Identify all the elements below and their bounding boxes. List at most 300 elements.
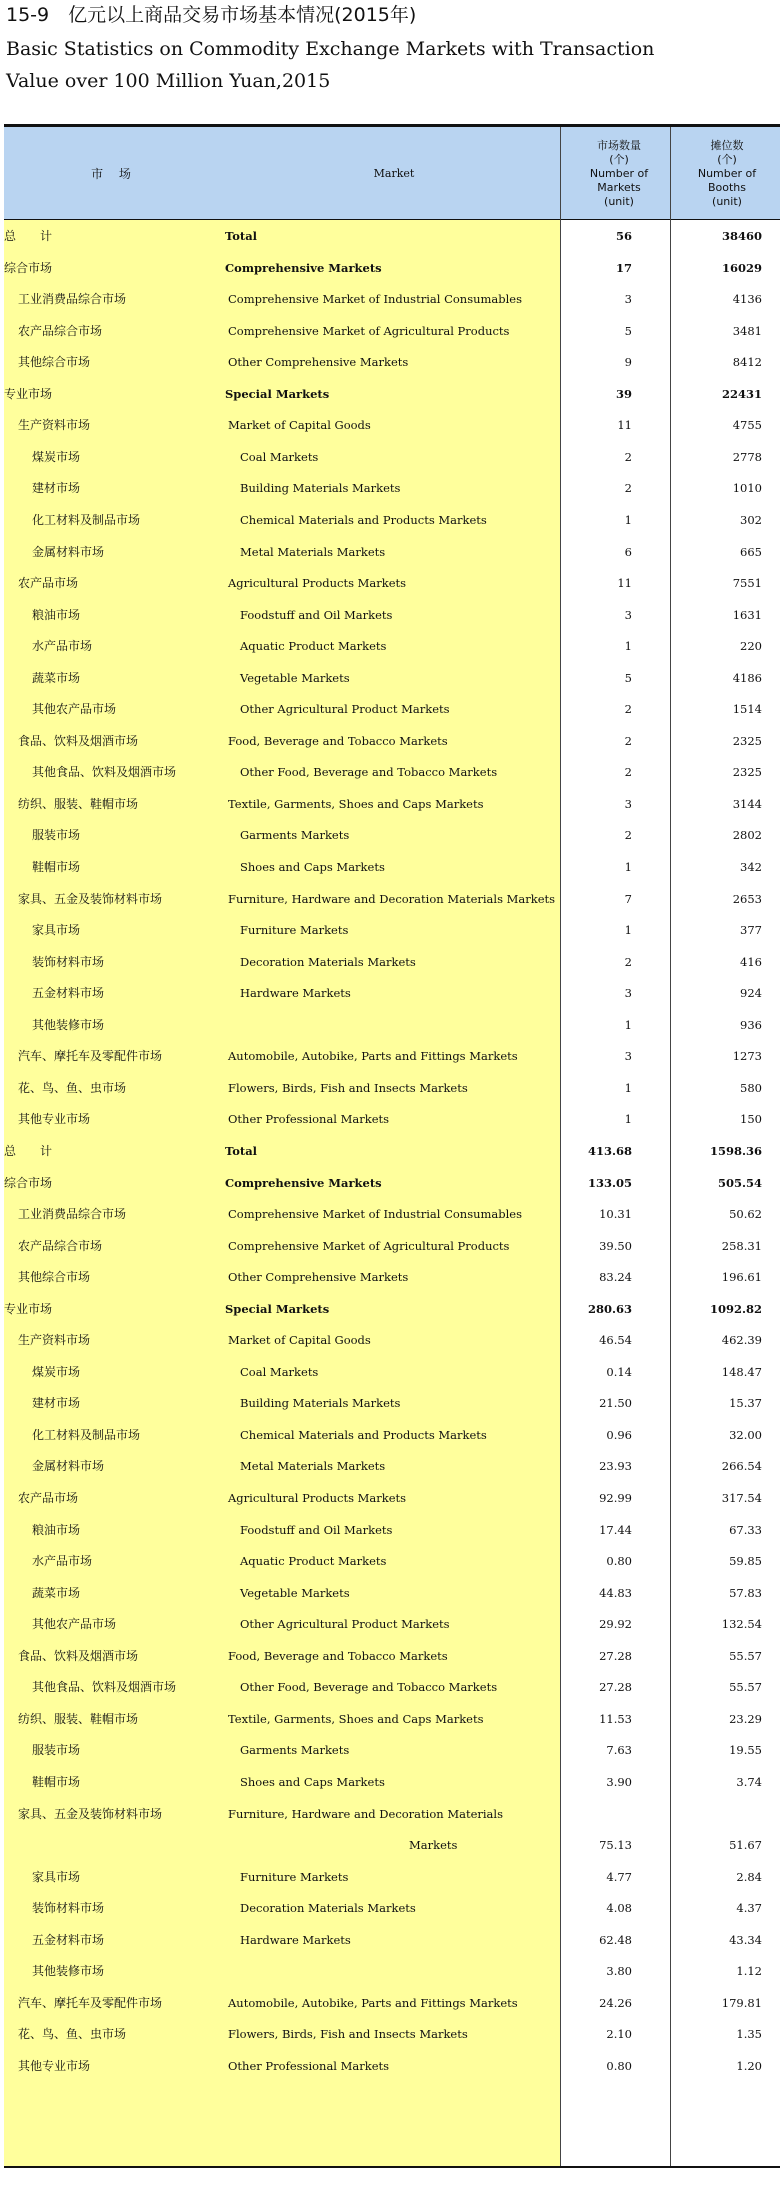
market-name-cn: 煤炭市场 [32, 449, 81, 464]
market-name-cn: 其他装修市场 [32, 1017, 105, 1032]
market-name-cn: 工业消费品综合市场 [18, 1207, 127, 1222]
value-booths: 258.31 [721, 1238, 762, 1253]
market-name-en: Textile, Garments, Shoes and Caps Markets [228, 1711, 484, 1726]
value-markets: 1 [624, 639, 632, 654]
table-row [4, 1040, 780, 1072]
value-markets: 46.54 [599, 1333, 632, 1348]
table-row [4, 1514, 780, 1546]
value-markets: 2 [624, 702, 632, 717]
value-markets: 2 [624, 733, 632, 748]
value-booths: 67.33 [729, 1522, 762, 1537]
value-booths: 580 [740, 1080, 762, 1095]
header-line: Number of [589, 166, 649, 180]
header-line: (个) [609, 152, 629, 166]
table-row [4, 630, 780, 662]
table-row [4, 1987, 780, 2019]
table-row [4, 1387, 780, 1419]
table-row [4, 378, 780, 410]
table-row [4, 1829, 780, 1861]
value-booths: 22431 [721, 386, 762, 401]
value-markets: 3.90 [606, 1774, 632, 1789]
value-markets: 10.31 [599, 1207, 632, 1222]
value-markets: 11 [617, 418, 632, 433]
value-booths: 55.57 [729, 1648, 762, 1663]
table-row [4, 1230, 780, 1262]
market-name-cn: 总 计 [4, 229, 53, 243]
market-name-en: Hardware Markets [240, 986, 351, 1001]
table-row [4, 725, 780, 757]
market-name-en: Other Comprehensive Markets [228, 355, 409, 370]
table-row [4, 599, 780, 631]
value-booths: 317.54 [721, 1491, 762, 1505]
market-name-cn: 蔬菜市场 [32, 670, 81, 685]
table-row [4, 252, 780, 284]
value-booths: 1.20 [736, 2058, 762, 2073]
market-name-cn: 建材市场 [32, 481, 81, 496]
market-name-cn: 水产品市场 [32, 639, 93, 654]
market-name-cn: 农产品综合市场 [18, 1238, 103, 1253]
market-name-en: Special Markets [225, 1301, 330, 1316]
table-row [4, 1103, 780, 1135]
value-markets: 3 [624, 292, 632, 307]
market-name-cn: 粮油市场 [32, 607, 81, 622]
market-name-cn: 农产品市场 [18, 576, 79, 591]
table-row [4, 1419, 780, 1451]
value-booths: 1092.82 [709, 1301, 762, 1316]
header-line: Markets [597, 180, 641, 194]
value-markets: 21.50 [599, 1396, 632, 1411]
market-name-cn: 其他农产品市场 [32, 702, 117, 717]
market-name-en: Market of Capital Goods [228, 1333, 371, 1348]
header-market-en: Market [373, 166, 415, 180]
market-name-cn: 其他综合市场 [18, 1270, 91, 1285]
table-row [4, 977, 780, 1009]
table-row [4, 1135, 780, 1167]
value-booths: 1631 [732, 607, 762, 622]
value-booths: 342 [740, 860, 762, 874]
table-row [4, 1892, 780, 1924]
value-markets: 29.92 [599, 1617, 632, 1632]
market-name-en: Chemical Materials and Products Markets [240, 512, 487, 527]
table-row [4, 693, 780, 725]
value-markets: 27.28 [599, 1648, 632, 1663]
table-row [4, 2018, 780, 2050]
market-name-cn: 其他食品、饮料及烟酒市场 [32, 765, 177, 780]
table-row [4, 1009, 780, 1041]
table-row [4, 883, 780, 915]
value-booths: 3144 [732, 796, 762, 811]
table-row [4, 756, 780, 788]
table-row [4, 315, 780, 347]
market-name-en: Total [225, 1143, 258, 1158]
market-name-cn: 生产资料市场 [18, 418, 91, 433]
table-row [4, 441, 780, 473]
market-name-en: Vegetable Markets [240, 1585, 350, 1600]
value-markets: 2 [624, 449, 632, 464]
value-booths: 220 [740, 639, 762, 654]
value-markets: 7 [624, 891, 632, 906]
table-row [4, 1924, 780, 1956]
market-name-en: Comprehensive Market of Industrial Consumables [228, 292, 523, 307]
table-row [4, 1293, 780, 1325]
table-row [4, 1482, 780, 1514]
table-row [4, 1734, 780, 1766]
market-name-cn: 食品、饮料及烟酒市场 [18, 733, 139, 748]
value-booths: 150 [740, 1112, 762, 1127]
table-row [4, 2050, 780, 2082]
market-name-en: Chemical Materials and Products Markets [240, 1427, 487, 1442]
value-booths: 1598.36 [709, 1143, 762, 1158]
market-name-en: Furniture, Hardware and Decoration Materials [228, 1806, 503, 1821]
value-booths: 1.35 [736, 2027, 762, 2042]
value-markets: 2 [624, 954, 632, 969]
value-markets: 3 [624, 986, 632, 1001]
table-title-en-line1: Basic Statistics on Commodity Exchange Markets with Transaction [6, 38, 655, 60]
market-name-en: Furniture, Hardware and Decoration Materials Markets [228, 891, 556, 906]
market-name-cn: 装饰材料市场 [32, 1901, 105, 1916]
table-row [4, 1640, 780, 1672]
market-name-cn: 化工材料及制品市场 [32, 1427, 141, 1442]
market-name-cn: 鞋帽市场 [32, 860, 81, 874]
market-name-en: Garments Markets [240, 828, 350, 843]
market-name-en: Building Materials Markets [240, 481, 401, 496]
value-booths: 4136 [732, 292, 762, 307]
market-name-en: Garments Markets [240, 1743, 350, 1758]
market-name-cn: 总 计 [4, 1143, 53, 1158]
value-booths: 59.85 [729, 1554, 762, 1569]
table-row [4, 567, 780, 599]
value-markets: 11.53 [599, 1711, 632, 1726]
value-booths: 936 [740, 1017, 762, 1032]
market-name-en: Comprehensive Markets [225, 1175, 382, 1190]
value-booths: 1514 [732, 702, 762, 717]
table-row [4, 1577, 780, 1609]
value-booths: 2325 [732, 733, 762, 748]
value-markets: 5 [624, 323, 632, 338]
table-row [4, 1703, 780, 1735]
value-booths: 196.61 [721, 1270, 762, 1285]
table-header [4, 127, 780, 220]
value-booths: 1.12 [736, 1964, 762, 1979]
market-name-cn: 金属材料市场 [32, 1459, 105, 1474]
market-name-cn: 食品、饮料及烟酒市场 [18, 1648, 139, 1663]
value-booths: 57.83 [729, 1585, 762, 1600]
table-row [4, 1545, 780, 1577]
value-markets: 39 [615, 386, 632, 401]
market-name-en: Coal Markets [240, 1364, 319, 1379]
value-booths: 416 [740, 954, 762, 969]
market-name-en: Other Agricultural Product Markets [240, 1617, 450, 1632]
market-name-en: Comprehensive Markets [225, 260, 382, 275]
header-market-cn: 市 场 [91, 166, 137, 181]
market-name-cn: 建材市场 [32, 1396, 81, 1411]
market-name-en: Other Professional Markets [228, 1112, 390, 1127]
value-booths: 132.54 [721, 1617, 762, 1632]
header-line: (unit) [604, 194, 634, 208]
market-name-cn: 家具市场 [32, 923, 81, 938]
market-name-cn: 农产品市场 [18, 1491, 79, 1505]
market-name-cn: 其他农产品市场 [32, 1617, 117, 1632]
value-booths: 2325 [732, 765, 762, 780]
market-name-en: Foodstuff and Oil Markets [240, 1522, 393, 1537]
value-booths: 8412 [732, 355, 762, 370]
market-name-en: Other Comprehensive Markets [228, 1270, 409, 1285]
market-name-en: Hardware Markets [240, 1932, 351, 1947]
table-row [4, 1671, 780, 1703]
table-row [4, 1261, 780, 1293]
market-name-en: Metal Materials Markets [240, 1459, 386, 1474]
value-markets: 83.24 [599, 1270, 632, 1285]
value-markets: 1 [624, 1112, 632, 1127]
table-row [4, 1608, 780, 1640]
table-title-en-line2: Value over 100 Million Yuan,2015 [6, 70, 331, 92]
value-booths: 55.57 [729, 1680, 762, 1695]
value-markets: 1 [624, 923, 632, 938]
market-name-cn: 其他专业市场 [18, 1112, 91, 1127]
value-markets: 4.77 [606, 1869, 632, 1884]
value-markets: 62.48 [599, 1932, 632, 1947]
bottom-rule [4, 2166, 780, 2168]
header-line: Number of [697, 166, 757, 180]
value-markets: 1 [624, 1080, 632, 1095]
market-name-en: Metal Materials Markets [240, 544, 386, 559]
value-markets: 3.80 [606, 1964, 632, 1979]
market-name-cn: 金属材料市场 [32, 544, 105, 559]
value-markets: 413.68 [587, 1143, 632, 1158]
value-booths: 665 [740, 544, 762, 559]
market-name-cn: 专业市场 [4, 1301, 53, 1316]
table-row [4, 1198, 780, 1230]
market-name-cn: 服装市场 [32, 1743, 81, 1758]
value-booths: 2802 [732, 828, 762, 843]
value-booths: 3481 [732, 323, 762, 338]
market-name-cn: 五金材料市场 [32, 986, 105, 1001]
market-name-cn: 装饰材料市场 [32, 954, 105, 969]
market-name-cn: 农产品综合市场 [18, 323, 103, 338]
market-name-en: Other Agricultural Product Markets [240, 702, 450, 717]
market-name-cn: 其他专业市场 [18, 2058, 91, 2073]
table-row [4, 536, 780, 568]
market-name-en: Automobile, Autobike, Parts and Fittings Markets [228, 1995, 518, 2010]
market-name-en: Decoration Materials Markets [240, 1901, 416, 1916]
value-booths: 50.62 [729, 1207, 762, 1222]
table-row [4, 1766, 780, 1798]
value-markets: 0.96 [606, 1427, 632, 1442]
market-name-cn: 粮油市场 [32, 1522, 81, 1537]
market-name-cn: 家具、五金及装饰材料市场 [18, 1806, 163, 1821]
market-name-cn: 汽车、摩托车及零配件市场 [18, 1049, 163, 1064]
value-markets: 92.99 [599, 1491, 632, 1505]
market-name-cn: 鞋帽市场 [32, 1774, 81, 1789]
value-booths: 51.67 [729, 1838, 762, 1853]
value-markets: 3 [624, 607, 632, 622]
value-booths: 4186 [732, 670, 762, 685]
value-markets: 39.50 [599, 1238, 632, 1253]
value-booths: 4755 [732, 418, 762, 433]
market-name-cn: 五金材料市场 [32, 1932, 105, 1947]
table-row [4, 1861, 780, 1893]
table-row [4, 1324, 780, 1356]
value-markets: 1 [624, 512, 632, 527]
market-name-cn: 家具、五金及装饰材料市场 [18, 891, 163, 906]
value-markets: 3 [624, 1049, 632, 1064]
market-name-en: Furniture Markets [240, 923, 349, 938]
value-markets: 5 [624, 670, 632, 685]
market-name-en: Total [225, 229, 258, 243]
table-row [4, 283, 780, 315]
value-booths: 3.74 [736, 1774, 762, 1789]
market-name-cn: 工业消费品综合市场 [18, 292, 127, 307]
table-row [4, 472, 780, 504]
table-row [4, 1798, 780, 1830]
table-row [4, 819, 780, 851]
market-name-en: Automobile, Autobike, Parts and Fittings Markets [228, 1049, 518, 1064]
market-name-en: Agricultural Products Markets [228, 576, 407, 591]
market-name-cn: 服装市场 [32, 828, 81, 843]
market-name-cn: 煤炭市场 [32, 1364, 81, 1379]
header-line: Booths [707, 180, 746, 194]
value-booths: 505.54 [717, 1175, 762, 1190]
market-name-en: Other Food, Beverage and Tobacco Markets [240, 1680, 498, 1695]
value-booths: 148.47 [721, 1364, 762, 1379]
market-name-cn: 其他食品、饮料及烟酒市场 [32, 1680, 177, 1695]
value-booths: 38460 [721, 229, 762, 243]
header-number-of-markets [564, 127, 674, 220]
value-markets: 2 [624, 765, 632, 780]
market-name-cn: 其他装修市场 [32, 1964, 105, 1979]
market-name-en: Special Markets [225, 386, 330, 401]
market-name-en: Market of Capital Goods [228, 418, 371, 433]
value-booths: 23.29 [729, 1711, 762, 1726]
market-name-en: Markets [409, 1838, 458, 1853]
value-markets: 56 [615, 229, 632, 243]
header-line: 摊位数 [710, 138, 744, 152]
value-markets: 1 [624, 1017, 632, 1032]
value-booths: 32.00 [729, 1427, 762, 1442]
market-name-en: Flowers, Birds, Fish and Insects Markets [228, 1080, 468, 1095]
value-markets: 17.44 [599, 1522, 632, 1537]
market-name-en: Agricultural Products Markets [228, 1491, 407, 1505]
value-markets: 9 [624, 355, 632, 370]
value-markets: 280.63 [587, 1301, 632, 1316]
market-name-cn: 其他综合市场 [18, 355, 91, 370]
value-markets: 133.05 [587, 1175, 632, 1190]
market-name-cn: 生产资料市场 [18, 1333, 91, 1348]
market-name-cn: 家具市场 [32, 1869, 81, 1884]
value-booths: 2653 [732, 891, 762, 906]
value-booths: 7551 [732, 576, 762, 591]
value-booths: 924 [740, 986, 762, 1001]
market-name-en: Shoes and Caps Markets [240, 1774, 385, 1789]
table-row [4, 851, 780, 883]
table-row [4, 220, 780, 252]
value-booths: 179.81 [721, 1995, 762, 2010]
value-booths: 4.37 [736, 1901, 762, 1916]
market-name-cn: 专业市场 [4, 386, 53, 401]
table-row [4, 1450, 780, 1482]
market-name-en: Aquatic Product Markets [240, 639, 387, 654]
header-line: (个) [717, 152, 737, 166]
table-row [4, 1167, 780, 1199]
value-markets: 2 [624, 481, 632, 496]
market-name-cn: 纺织、服装、鞋帽市场 [18, 1711, 139, 1726]
value-markets: 2.10 [606, 2027, 632, 2042]
market-name-cn: 综合市场 [4, 1175, 53, 1190]
market-name-cn: 综合市场 [4, 260, 53, 275]
value-markets: 24.26 [599, 1995, 632, 2010]
value-markets: 7.63 [606, 1743, 632, 1758]
market-name-en: Building Materials Markets [240, 1396, 401, 1411]
value-markets: 17 [615, 260, 632, 275]
value-booths: 16029 [721, 260, 762, 275]
value-markets: 75.13 [599, 1838, 632, 1853]
table-row [4, 1955, 780, 1987]
value-markets: 3 [624, 796, 632, 811]
header-line: 市场数量 [596, 138, 641, 152]
value-booths: 1273 [732, 1049, 762, 1064]
market-name-en: Other Professional Markets [228, 2058, 390, 2073]
market-name-en: Aquatic Product Markets [240, 1554, 387, 1569]
value-booths: 43.34 [729, 1932, 762, 1947]
value-booths: 302 [740, 512, 762, 527]
market-name-cn: 化工材料及制品市场 [32, 512, 141, 527]
value-booths: 377 [740, 923, 762, 938]
value-markets: 2 [624, 828, 632, 843]
market-name-cn: 水产品市场 [32, 1554, 93, 1569]
market-name-cn: 花、鸟、鱼、虫市场 [18, 1080, 127, 1095]
market-name-en: Comprehensive Market of Agricultural Products [228, 323, 510, 338]
market-name-en: Food, Beverage and Tobacco Markets [228, 733, 448, 748]
value-markets: 1 [624, 860, 632, 874]
market-name-en: Vegetable Markets [240, 670, 350, 685]
value-markets: 23.93 [599, 1459, 632, 1474]
table-row [4, 346, 780, 378]
table-row [4, 788, 780, 820]
value-markets: 44.83 [599, 1585, 632, 1600]
market-name-en: Coal Markets [240, 449, 319, 464]
header-line: (unit) [712, 194, 742, 208]
value-markets: 4.08 [606, 1901, 632, 1916]
table-row [4, 914, 780, 946]
market-name-en: Furniture Markets [240, 1869, 349, 1884]
market-name-en: Other Food, Beverage and Tobacco Markets [240, 765, 498, 780]
value-booths: 1010 [732, 481, 762, 496]
market-name-en: Flowers, Birds, Fish and Insects Markets [228, 2027, 468, 2042]
table-row [4, 1356, 780, 1388]
market-name-cn: 汽车、摩托车及零配件市场 [18, 1995, 163, 2010]
market-name-en: Textile, Garments, Shoes and Caps Markets [228, 796, 484, 811]
value-booths: 462.39 [721, 1333, 762, 1348]
market-name-cn: 花、鸟、鱼、虫市场 [18, 2027, 127, 2042]
market-name-en: Shoes and Caps Markets [240, 860, 385, 874]
table-row [4, 1072, 780, 1104]
value-markets: 11 [617, 576, 632, 591]
value-markets: 0.80 [606, 1554, 632, 1569]
value-markets: 0.14 [606, 1364, 632, 1379]
market-name-en: Comprehensive Market of Industrial Consumables [228, 1207, 523, 1222]
value-markets: 0.80 [606, 2058, 632, 2073]
market-name-cn: 蔬菜市场 [32, 1585, 81, 1600]
table-row [4, 409, 780, 441]
market-name-en: Comprehensive Market of Agricultural Products [228, 1238, 510, 1253]
value-booths: 266.54 [721, 1459, 762, 1474]
value-booths: 2778 [732, 449, 762, 464]
table-row [4, 946, 780, 978]
value-markets: 27.28 [599, 1680, 632, 1695]
header-number-of-booths [674, 127, 780, 220]
market-name-en: Decoration Materials Markets [240, 954, 416, 969]
value-markets: 6 [624, 544, 632, 559]
